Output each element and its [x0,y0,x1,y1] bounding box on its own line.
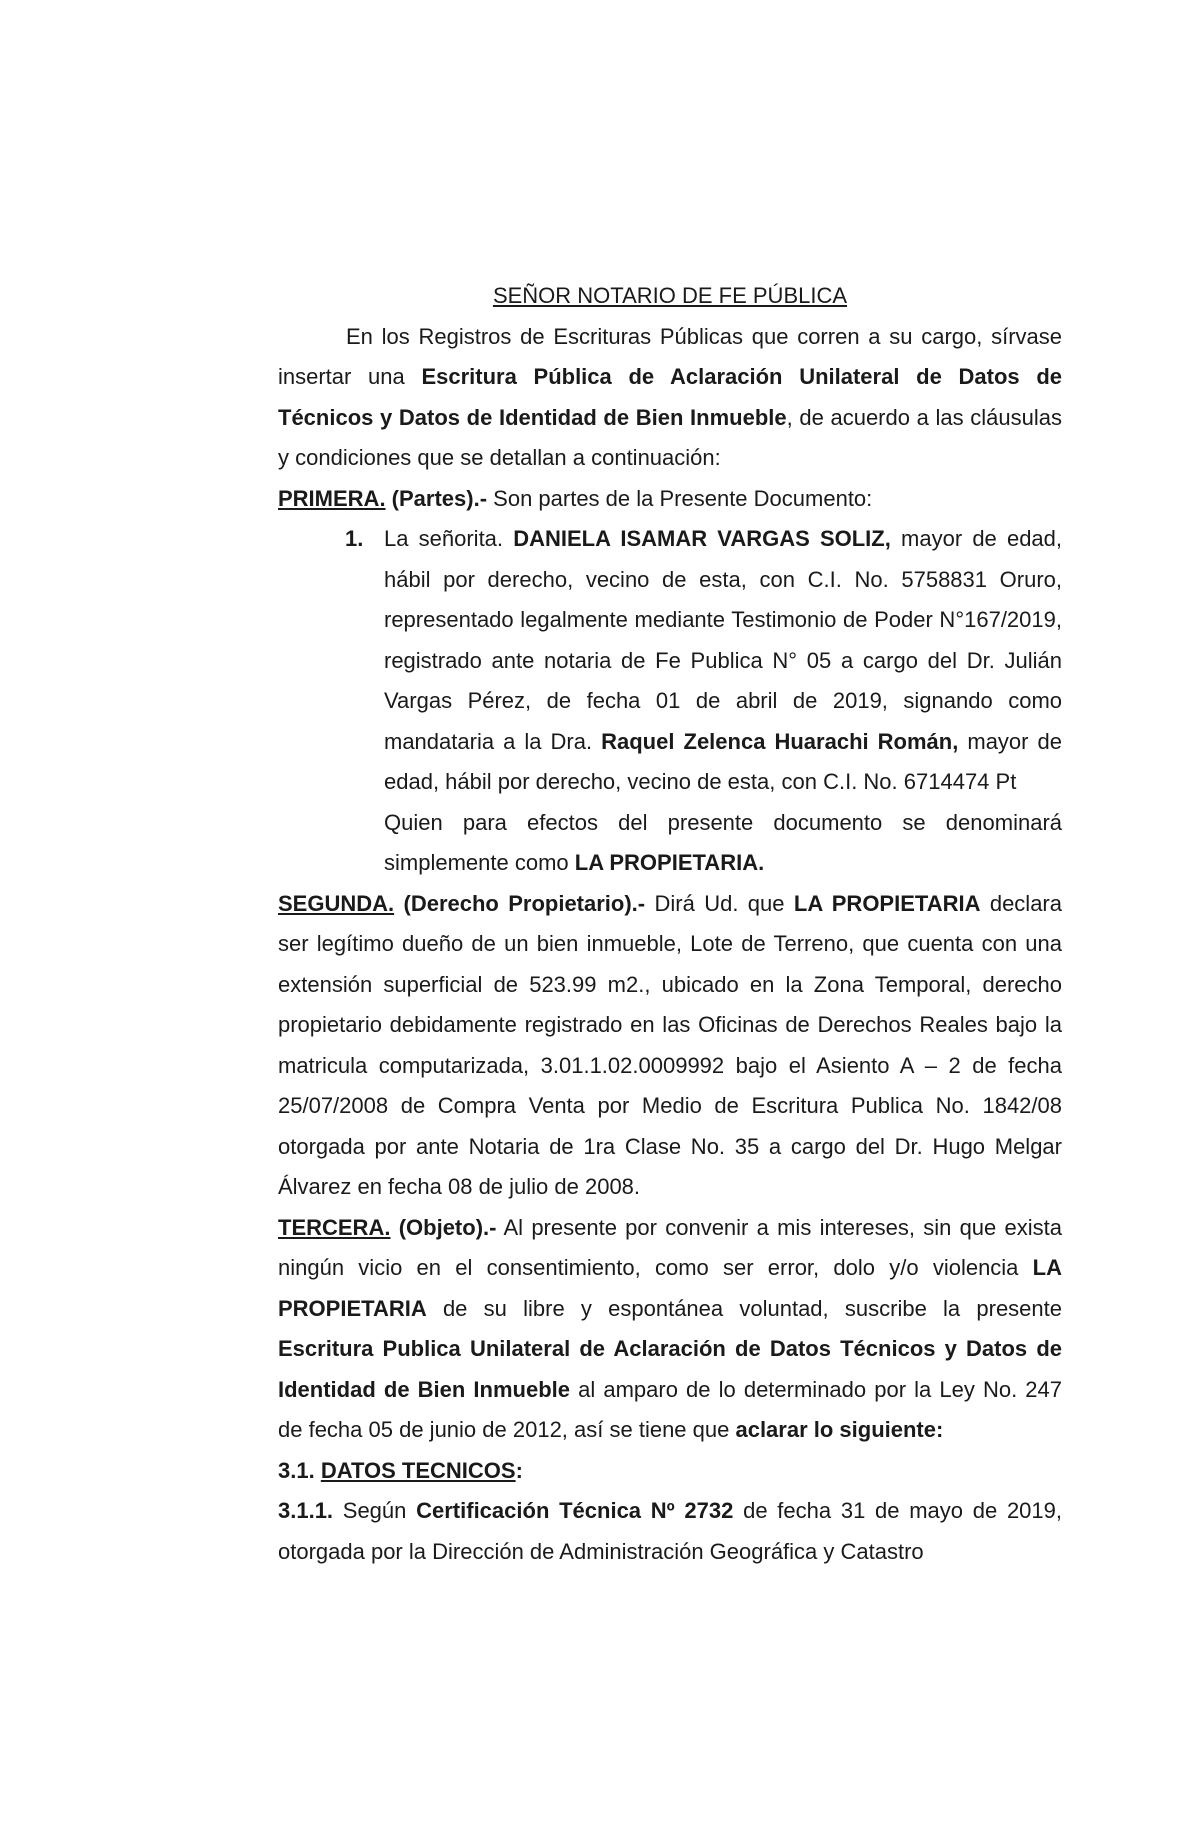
clause-tercera-deed-title: Escritura Publica Unilateral de Aclaración de Datos Técnicos y Datos de Identidad de Bien Inmueble [278,1336,1062,1402]
section-3-1 [278,1451,1062,1492]
clause-tercera-heading: TERCERA. [278,1214,391,1240]
section-3-1-1-text-1: Según [333,1498,417,1523]
section-3-1-1-number: 3.1.1. [278,1498,334,1523]
intro-text-1: En los Registros de Escrituras Públicas que corren a su cargo, sírvase insertar una [278,323,1062,389]
clause-primera-text: Son partes de la Presente Documento: [487,485,873,511]
section-3-1-1-text-2: de fecha 31 de mayo de 2019, otorgada por la Dirección de Administración Geográfica y Catastro [278,1498,1062,1564]
party-item-1 [345,519,1063,803]
clause-tercera-clarify: aclarar lo siguiente: [735,1417,944,1442]
clause-tercera [278,1208,1062,1451]
party-text-1: La señorita. [384,526,514,551]
clause-tercera-text-1: Al presente por convenir a mis intereses, sin que exista ningún vicio en el consentimiento, como ser error, dolo y/o violencia [278,1214,1062,1280]
clause-primera [278,479,1062,520]
clause-tercera-text-2: de su libre y espontánea voluntad, suscribe la presente [426,1295,1062,1321]
document-title: SEÑOR NOTARIO DE FE PÚBLICA [492,283,848,308]
party-name: DANIELA ISAMAR VARGAS SOLIZ, [513,526,891,551]
section-3-1-number: 3.1. [278,1457,321,1483]
document-body [278,276,1062,1572]
intro-text-2: , de acuerdo a las cláusulas y condiciones que se detallan a continuación: [278,404,1062,470]
clause-primera-subheading: (Partes).- [385,485,488,511]
party-number: 1. [345,526,364,551]
clause-segunda-subheading: (Derecho Propietario).- [394,890,646,916]
representative-name: Raquel Zelenca Huarachi Román, [601,728,959,754]
clause-segunda-text-1: Dirá Ud. que [645,890,794,916]
intro-paragraph [278,317,1062,479]
clause-primera-heading: PRIMERA. [278,485,386,511]
clause-segunda-heading: SEGUNDA. [278,890,395,916]
party-designation-label: LA PROPIETARIA. [574,850,765,875]
clause-segunda-text-2: declara ser legítimo dueño de un bien inmueble, Lote de Terreno, que cuenta con una extensión superficial de 523.99 m2., ubicado en la Zona Temporal, derecho propietario debidamente registrado en las Oficinas de Derechos Reales bajo la matricula computarizada, 3.01.1.02.0009992 bajo el Asiento A – 2 de fecha 25/07/2008 de Compra Venta por Medio de Escritura Publica No. 1842/08 otorgada por ante Notaria de 1ra Clase No. 35 a cargo del Dr. Hugo Melgar Álvarez en fecha 08 de julio de 2008. [278,890,1062,1199]
clause-tercera-subheading: (Objeto).- [390,1214,497,1240]
clause-segunda [278,884,1062,1208]
clause-tercera-owner: LA PROPIETARIA [278,1255,1062,1321]
section-3-1-1-certificate: Certificación Técnica Nº 2732 [416,1498,734,1523]
party-text-2: mayor de edad, hábil por derecho, vecino de esta, con C.I. No. 5758831 Oruro, representado legalmente mediante Testimonio de Poder N°167/2019, registrado ante notaria de Fe Publica N° 05 a cargo del Dr. Julián Vargas Pérez, de fecha 01 de abril de 2019, signando como mandataria a la Dra. [384,526,1063,754]
intro-deed-title: Escritura Pública de Aclaración Unilateral de Datos de Técnicos y Datos de Identidad de Bien Inmueble [278,364,1062,430]
section-3-1-colon: : [515,1457,523,1483]
party-designation-text: Quien para efectos del presente documento se denominará simplemente como [384,809,1062,875]
clause-tercera-text-3: al amparo de lo determinado por la Ley No. 247 de fecha 05 de junio de 2012, así se tiene que [278,1376,1062,1442]
section-3-1-1 [278,1491,1062,1572]
party-text-3: mayor de edad, hábil por derecho, vecino de esta, con C.I. No. 6714474 Pt [384,728,1062,794]
party-designation [384,803,1062,884]
clause-segunda-owner: LA PROPIETARIA [793,890,981,916]
section-3-1-label: DATOS TECNICOS [320,1457,516,1483]
